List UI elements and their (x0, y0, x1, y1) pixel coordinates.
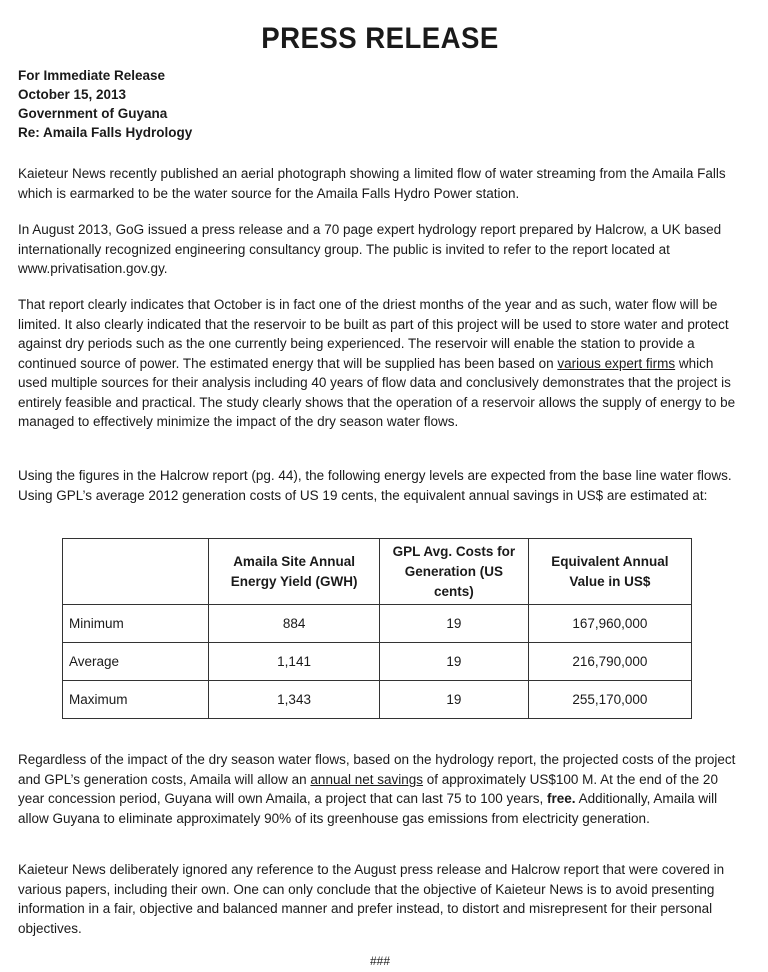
cell-cost: 19 (379, 681, 528, 719)
end-mark: ### (369, 954, 391, 968)
cell-value: 167,960,000 (528, 605, 691, 643)
energy-yield-table (62, 538, 692, 719)
paragraph-savings (18, 750, 744, 828)
table-header-energy-yield: Amaila Site Annual Energy Yield (GWH) (209, 539, 380, 605)
paragraph-photo: Kaieteur News recently published an aerial photograph showing a limited flow of water streaming from the Amaila Falls which is earmarked to be the water source for the Amaila Falls Hydro Power station. (18, 166, 726, 201)
release-subject: Re: Amaila Falls Hydrology (18, 125, 193, 140)
cell-energy: 884 (209, 605, 380, 643)
release-type: For Immediate Release (18, 68, 166, 83)
paragraph-text: of approximately US$100 M. At the end of the 20 year concession period, Guyana will own Amaila, a project that can last 75 to 100 years, (18, 771, 718, 806)
annual-net-savings-link[interactable]: annual net savings (310, 771, 424, 787)
page-title: PRESS RELEASE (261, 22, 499, 55)
cell-energy: 1,141 (209, 643, 380, 681)
table-header-row (63, 539, 692, 605)
cell-value: 216,790,000 (528, 643, 691, 681)
cell-cost: 19 (379, 605, 528, 643)
paragraph-text: Regardless of the impact of the dry season water flows, based on the hydrology report, the projected costs of the project and GPL’s generation costs, Amaila will allow an (18, 752, 736, 787)
cell-cost: 19 (379, 643, 528, 681)
expert-firms-link[interactable]: various expert firms (557, 355, 676, 371)
table-header-empty (63, 539, 209, 605)
row-label-minimum: Minimum (63, 605, 209, 643)
paragraph-report: In August 2013, GoG issued a press release and a 70 page expert hydrology report prepared by Halcrow, a UK based internationally recognized engineering consultancy group. The public is invited to refer to the report located at www.privatisation.gov.gy. (18, 222, 722, 276)
paragraph-figures: Using the figures in the Halcrow report (pg. 44), the following energy levels are expected from the base line water flows. Using GPL’s average 2012 generation costs of US 19 cents, the equivalent annual savings in US$ are estimated at: (18, 468, 732, 503)
paragraph-text: which used multiple sources for their analysis including 40 years of flow data and conclusively demonstrates that the project is entirely feasible and practical. The study clearly shows that the operation of a reservoir allows the supply of energy to be managed to effectively minimize the impact of the dry season water flows. (18, 355, 736, 429)
paragraph-text: That report clearly indicates that October is in fact one of the driest months of the year and as such, water flow will be limited. It also clearly indicated that the reservoir to be built as part of this project will be used to store water and protect against dry periods such as the one currently being experienced. The reservoir will enable the station to provide a continued source of power. The estimated energy that will be supplied has been based on (18, 297, 729, 371)
table-row (63, 643, 692, 681)
paragraph-text: Additionally, Amaila will allow Guyana to eliminate approximately 90% of its greenhouse gas emissions from electricity generation. (18, 791, 718, 826)
cell-energy: 1,343 (209, 681, 380, 719)
table-row (63, 681, 692, 719)
cell-value: 255,170,000 (528, 681, 691, 719)
table-header-annual-value: Equivalent Annual Value in US$ (528, 539, 691, 605)
table-header-costs: GPL Avg. Costs for Generation (US cents) (379, 539, 528, 605)
paragraph-conclusion: Kaieteur News deliberately ignored any reference to the August press release and Halcrow report that were covered in various papers, including their own. One can only conclude that the objective of Kaieteur News is to avoid presenting information in a fair, objective and balanced manner and prefer instead, to distort and misrepresent for their personal objectives. (18, 862, 725, 936)
free-emphasis: free. (547, 791, 576, 806)
release-issuer: Government of Guyana (18, 106, 168, 121)
release-date: October 15, 2013 (18, 87, 127, 102)
paragraph-driest-months (18, 295, 744, 432)
release-header (18, 66, 192, 142)
table-row (63, 605, 692, 643)
row-label-average: Average (63, 643, 209, 681)
row-label-maximum: Maximum (63, 681, 209, 719)
